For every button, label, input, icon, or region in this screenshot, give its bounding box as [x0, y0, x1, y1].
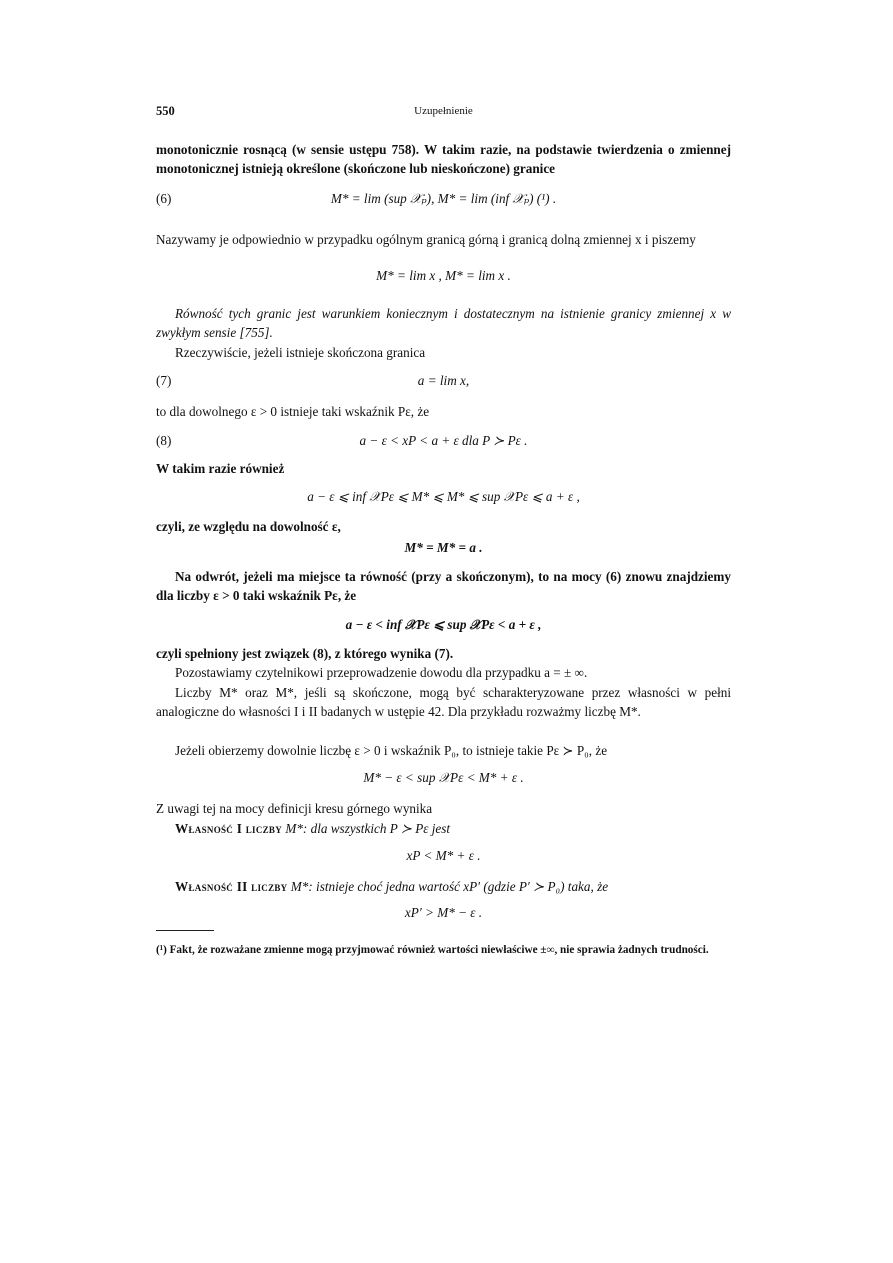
equation-sup: M* − ε < sup 𝒳Pε < M* + ε . — [363, 770, 524, 785]
equation-property-1: xP < M* + ε . — [406, 848, 481, 863]
paragraph-3: Równość tych granic jest warunkiem koniecznym i dostatecznym na istnienie granicy zmiennej x w zwykłym sensie [755]. — [156, 306, 731, 340]
property-1-label: Własność I liczby — [175, 821, 283, 836]
paragraph-7: czyli, ze względu na dowolność ε, — [156, 519, 341, 534]
paragraph-13: Z uwagi tej na mocy definicji kresu górnego wynika — [156, 801, 433, 816]
running-title: Uzupełnienie — [414, 105, 473, 117]
property-2-text: M*: istnieje choć jedna wartość xP′ (gdzie P′ ≻ P₀) taka, że — [290, 879, 609, 894]
paragraph-4: Rzeczywiście, jeżeli istnieje skończona granica — [175, 345, 426, 360]
paragraph-8: Na odwrót, jeżeli ma miejsce ta równość (przy a skończonym), to na mocy (6) znowu znajdziemy dla liczby ε > 0 taki wskaźnik Pε, że — [156, 569, 731, 603]
property-1-text: M*: dla wszystkich P ≻ Pε jest — [285, 821, 451, 836]
paragraph-9: czyli spełniony jest związek (8), z którego wynika (7). — [156, 646, 454, 661]
paragraph-2: Nazywamy je odpowiednio w przypadku ogólnym granicą górną i granicą dolną zmiennej x i piszemy — [156, 232, 696, 247]
page-header — [156, 104, 731, 122]
equation-7: a = lim x, — [417, 373, 470, 388]
paragraph-11: Liczby M* oraz M*, jeśli są skończone, mogą być scharakteryzowane przez własności w pełni analogiczne do własności I i II badanych w ustępie 42. Dla przykładu rozważmy liczbę M*. — [156, 685, 731, 719]
paragraph-12: Jeżeli obierzemy dowolnie liczbę ε > 0 i wskaźnik P₀, to istnieje takie Pε ≻ P₀, że — [175, 743, 608, 758]
equation-7-number: (7) — [156, 373, 172, 388]
paragraph-6: W takim razie również — [156, 461, 285, 476]
property-2 — [156, 877, 731, 896]
footnote-divider — [156, 930, 214, 931]
paragraph-10: Pozostawiamy czytelnikowi przeprowadzenie dowodu dla przypadku a = ± ∞. — [175, 665, 588, 680]
property-2-label: Własność II liczby — [175, 879, 288, 894]
equation-6-number: (6) — [156, 191, 172, 206]
property-1 — [156, 819, 731, 838]
equation-6: M* = lim (sup 𝒳ₚ), M* = lim (inf 𝒳ₚ) (¹) . — [330, 191, 557, 206]
footnote: (¹) Fakt, że rozważane zmienne mogą przyjmować również wartości niewłaściwe ±∞, nie sprawia żadnych trudności. — [156, 944, 709, 956]
equation-equality: M* = M* = a . — [404, 540, 483, 555]
page-number: 550 — [156, 104, 175, 118]
paragraph-1: monotonicznie rosnącą (w sensie ustępu 758). W takim razie, na podstawie twierdzenia o zmiennej monotonicznej istnieją określone (skończone lub nieskończone) granice — [156, 142, 731, 176]
equation-reverse: a − ε < inf 𝒳Pε ⩽ sup 𝒳Pε < a + ε , — [345, 617, 542, 632]
paragraph-5: to dla dowolnego ε > 0 istnieje taki wskaźnik Pε, że — [156, 404, 430, 419]
equation-property-2: xP′ > M* − ε . — [404, 905, 483, 920]
equation-limsup: M* = lim x , M* = lim x . — [376, 268, 511, 283]
equation-8-number: (8) — [156, 433, 172, 448]
equation-8: a − ε < xP < a + ε dla P ≻ Pε . — [359, 433, 528, 448]
equation-inequality: a − ε ⩽ inf 𝒳Pε ⩽ M* ⩽ M* ⩽ sup 𝒳Pε ⩽ a + ε , — [307, 489, 580, 504]
